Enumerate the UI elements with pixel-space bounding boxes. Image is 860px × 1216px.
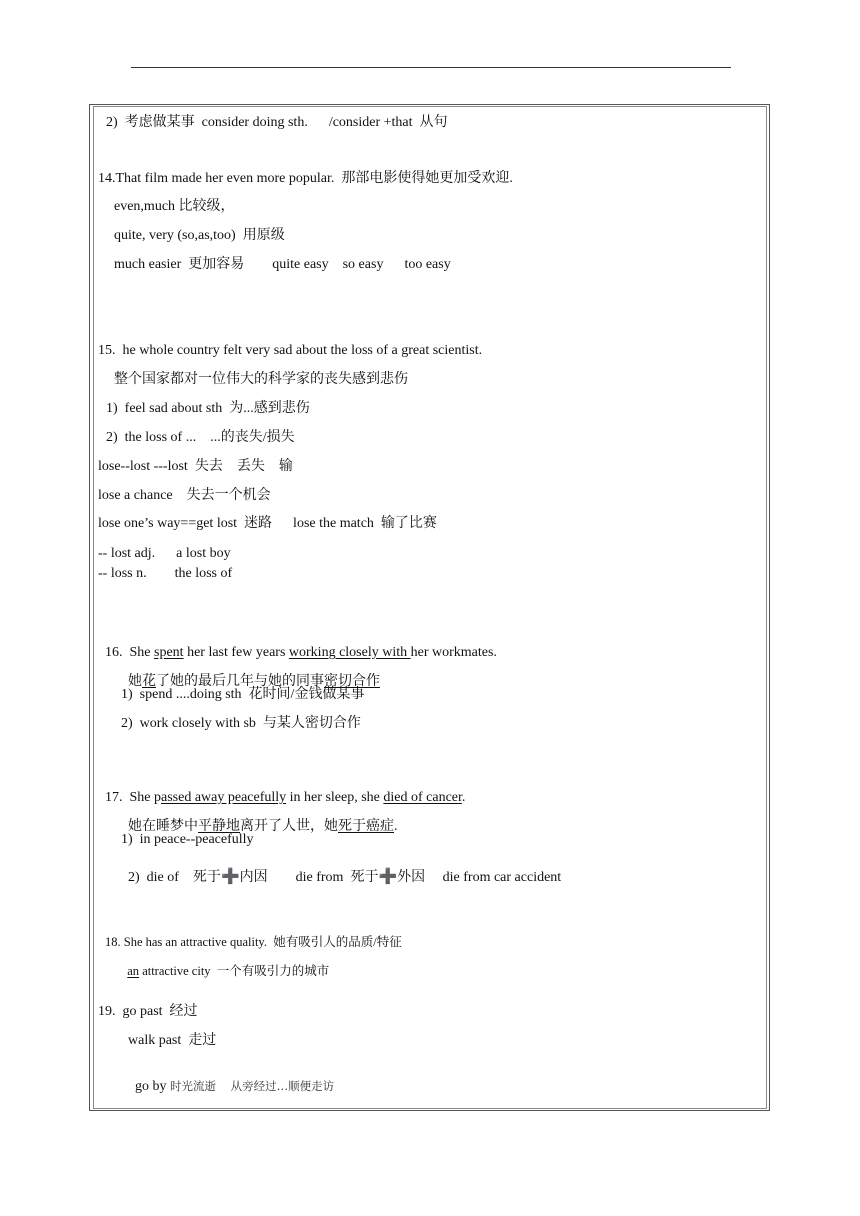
item-14-note-1: even,much 比较级，	[114, 199, 235, 214]
item-17-note-2-part: 2) die of 死于	[128, 870, 221, 885]
item-18-underline-an: an	[127, 964, 140, 978]
item-15-note-4: lose a chance 失去一个机会	[98, 488, 271, 503]
item-14-note-2: quite, very (so,as,too) 用原级	[114, 228, 285, 243]
item-16-underline-working: working closely with	[288, 645, 411, 660]
item-17-cn-part: .	[394, 819, 398, 834]
item-17-translation	[121, 803, 398, 835]
item-17-note-2-part: 内因 die from 死于	[239, 870, 379, 885]
item-19-note-2-cn: 时光流逝 从旁经过…顺便走访	[170, 1079, 335, 1093]
item-15-note-6: -- lost adj. a lost boy	[98, 546, 231, 561]
item-15-title: 15. he whole country felt very sad about the loss of a great scientist.	[98, 343, 483, 358]
item-15-translation: 整个国家都对一位伟大的科学家的丧失感到悲伤	[114, 372, 408, 387]
item-17-title-part: .	[461, 790, 466, 805]
item-14-title: 14.That film made her even more popular. 那部电影使得她更加受欢迎.	[98, 171, 513, 186]
item-15-note-5: lose one’s way==get lost 迷路 lose the match 输了比赛	[98, 516, 437, 531]
item-17-cn-underline-1: 平静地	[198, 819, 240, 834]
item-16-title	[98, 629, 497, 661]
item-16-underline-spent: spent	[154, 645, 184, 660]
item-19-note-2	[128, 1062, 334, 1095]
plus-icon: ➕	[378, 867, 398, 885]
header-rule	[131, 67, 731, 68]
item-14-note-3: much easier 更加容易 quite easy so easy too easy	[114, 257, 451, 272]
item-17-underline-passed: assed away peacefully	[161, 790, 287, 805]
item-17-note-2-part: 外因 die from car accident	[397, 870, 562, 885]
item-17-title-part: 17. She p	[105, 790, 161, 805]
item-19-title: 19. go past 经过	[98, 1004, 198, 1019]
item-16-title-part: 16. She	[105, 645, 154, 660]
item-17-cn-part: 离开了人世，她	[240, 819, 338, 834]
plus-icon: ➕	[220, 867, 240, 885]
item-19-note-2-en: go by	[135, 1079, 170, 1094]
item-15-note-3: lose--lost ---lost 失去 丢失 输	[98, 459, 293, 474]
item-16-cn-part: 她	[128, 674, 142, 689]
item-16-title-part: her workmates.	[410, 645, 497, 660]
item-16-title-part: her last few years	[183, 645, 289, 660]
item-16-note-1: 1) spend ....doing sth 花时间/金钱做某事	[121, 687, 365, 702]
item-17-note-2	[121, 852, 561, 886]
item-16-note-2: 2) work closely with sb 与某人密切合作	[121, 716, 361, 731]
item-15-note-1: 1) feel sad about sth 为...感到悲伤	[106, 401, 310, 416]
item-15-note-2: 2) the loss of ... ...的丧失/损失	[106, 430, 295, 445]
item-15-note-7: -- loss n. the loss of	[98, 566, 233, 581]
item-18-number: 18.	[105, 935, 124, 949]
item-17-title	[98, 774, 465, 806]
item-19-note-1: walk past 走过	[128, 1033, 217, 1048]
item-18-text: She has an attractive quality. 她有吸引人的品质/特征	[123, 935, 402, 949]
item-17-underline-died: died of cancer	[383, 790, 462, 805]
item-17-note-1: 1) in peace--peacefully	[121, 832, 254, 847]
item-17-cn-part: 她在睡梦中	[128, 819, 198, 834]
item-16-cn-part: 了她的最后几年与她的同事	[156, 674, 324, 689]
item-16-cn-underline-2: 密切合作	[324, 674, 380, 689]
item-17-title-part: in her sleep, she	[286, 790, 384, 805]
item-18-example	[121, 947, 329, 979]
item-16-translation	[121, 658, 380, 690]
item-17-cn-underline-2: 死于癌症	[338, 819, 394, 834]
item-13-line-2: 2) 考虑做某事 consider doing sth. /consider +that 从句	[106, 115, 448, 130]
item-16-cn-underline-1: 花	[142, 674, 156, 689]
item-18-example-rest: attractive city 一个有吸引力的城市	[139, 964, 330, 978]
